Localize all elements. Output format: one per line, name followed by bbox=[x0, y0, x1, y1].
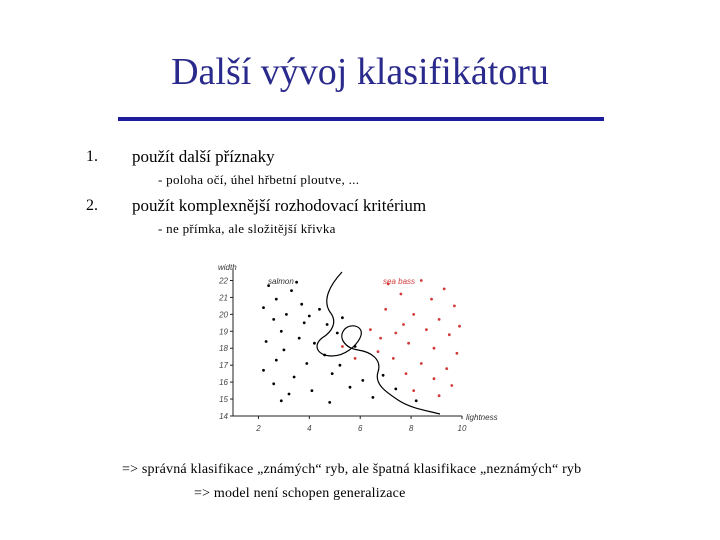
salmon-point bbox=[313, 342, 316, 345]
item-1-number: 1. bbox=[86, 148, 98, 165]
salmon-point bbox=[341, 316, 344, 319]
sea-bass-label: sea bass bbox=[383, 277, 416, 286]
sea-bass-point bbox=[354, 357, 357, 360]
salmon-point bbox=[349, 386, 352, 389]
conclusion-line-2: => model není schopen generalizace bbox=[194, 486, 406, 501]
sea-bass-point bbox=[443, 288, 446, 291]
y-tick-label: 22 bbox=[219, 276, 228, 286]
salmon-point bbox=[372, 396, 375, 399]
sea-bass-point bbox=[412, 313, 415, 316]
item-2-subtext: - ne přímka, ale složitější křivka bbox=[158, 221, 336, 236]
salmon-point bbox=[328, 401, 331, 404]
sea-bass-point bbox=[369, 328, 372, 331]
salmon-point bbox=[311, 389, 314, 392]
salmon-point bbox=[288, 393, 291, 396]
salmon-point bbox=[295, 281, 298, 284]
salmon-point bbox=[415, 399, 418, 402]
salmon-point bbox=[275, 298, 278, 301]
x-tick-label: 4 bbox=[307, 424, 312, 433]
conclusion-line-1: => správná klasifikace „známých“ ryb, ale špatná klasifikace „neznámých“ ryb bbox=[122, 462, 582, 477]
sea-bass-point bbox=[433, 377, 436, 380]
y-axis-label: width bbox=[218, 263, 237, 272]
sea-bass-point bbox=[400, 293, 403, 296]
salmon-point bbox=[275, 359, 278, 362]
sea-bass-point bbox=[420, 362, 423, 365]
sea-bass-point bbox=[425, 328, 428, 331]
salmon-point bbox=[300, 303, 303, 306]
salmon-point bbox=[354, 345, 357, 348]
salmon-point bbox=[382, 374, 385, 377]
sea-bass-point bbox=[420, 279, 423, 282]
salmon-point bbox=[280, 330, 283, 333]
salmon-point bbox=[293, 376, 296, 379]
sea-bass-point bbox=[412, 389, 415, 392]
salmon-point bbox=[262, 369, 265, 372]
sea-bass-point bbox=[405, 372, 408, 375]
decision-boundary-layer bbox=[317, 272, 440, 414]
x-tick-label: 8 bbox=[408, 424, 414, 433]
salmon-point bbox=[280, 399, 283, 402]
sea-bass-point bbox=[379, 337, 382, 340]
y-tick-label: 16 bbox=[219, 378, 228, 388]
y-tick-label: 20 bbox=[219, 310, 228, 320]
x-tick-label: 6 bbox=[357, 424, 363, 433]
item-1-subtext: - poloha očí, úhel hřbetní ploutve, ... bbox=[158, 172, 360, 187]
item-2-number: 2. bbox=[86, 197, 98, 214]
salmon-point bbox=[305, 362, 308, 365]
salmon-point bbox=[336, 332, 339, 335]
item-2-heading: použít komplexnější rozhodovací kritérium bbox=[132, 196, 427, 215]
y-tick-label: 14 bbox=[219, 412, 228, 421]
sea-bass-point bbox=[453, 305, 456, 308]
sea-bass-point bbox=[438, 394, 441, 397]
sea-bass-point bbox=[392, 357, 395, 360]
sea-bass-point bbox=[402, 323, 405, 326]
salmon-point bbox=[285, 313, 288, 316]
x-tick-label: 2 bbox=[256, 424, 261, 433]
salmon-point bbox=[326, 323, 329, 326]
salmon-point bbox=[323, 354, 326, 357]
y-tick-label: 19 bbox=[219, 327, 228, 337]
sea-bass-point bbox=[438, 318, 441, 321]
sea-bass-point bbox=[384, 308, 387, 311]
salmon-point bbox=[272, 318, 275, 321]
salmon-point bbox=[283, 349, 286, 352]
salmon-label: salmon bbox=[268, 277, 294, 286]
salmon-point bbox=[339, 364, 342, 367]
x-axis-label: lightness bbox=[466, 413, 498, 422]
salmon-point bbox=[318, 308, 321, 311]
salmon-point bbox=[331, 372, 334, 375]
sea-bass-point bbox=[448, 333, 451, 336]
sea-bass-point bbox=[450, 384, 453, 387]
plot-axes bbox=[218, 268, 467, 433]
decision-boundary bbox=[317, 272, 440, 414]
item-1-heading: použít další příznaky bbox=[132, 147, 275, 166]
sea-bass-point bbox=[394, 332, 397, 335]
sea-bass-point bbox=[407, 342, 410, 345]
y-tick-label: 21 bbox=[219, 293, 228, 303]
sea-bass-point bbox=[430, 298, 433, 301]
salmon-point bbox=[265, 340, 268, 343]
y-tick-label: 17 bbox=[219, 361, 228, 371]
data-points bbox=[262, 279, 461, 404]
sea-bass-point bbox=[341, 345, 344, 348]
salmon-point bbox=[298, 337, 301, 340]
slide-title: Další vývoj klasifikátoru bbox=[171, 51, 549, 93]
sea-bass-point bbox=[456, 352, 459, 355]
salmon-point bbox=[361, 379, 364, 382]
salmon-point bbox=[394, 388, 397, 391]
salmon-point bbox=[262, 306, 265, 309]
sea-bass-point bbox=[433, 347, 436, 350]
salmon-point bbox=[303, 321, 306, 324]
sea-bass-point bbox=[445, 367, 448, 370]
sea-bass-point bbox=[458, 325, 461, 328]
sea-bass-point bbox=[377, 350, 380, 353]
salmon-point bbox=[272, 382, 275, 385]
x-tick-label: 10 bbox=[457, 424, 467, 433]
salmon-point bbox=[308, 315, 311, 318]
y-tick-label: 18 bbox=[219, 344, 228, 354]
salmon-point bbox=[290, 289, 293, 292]
y-tick-label: 15 bbox=[219, 395, 228, 405]
